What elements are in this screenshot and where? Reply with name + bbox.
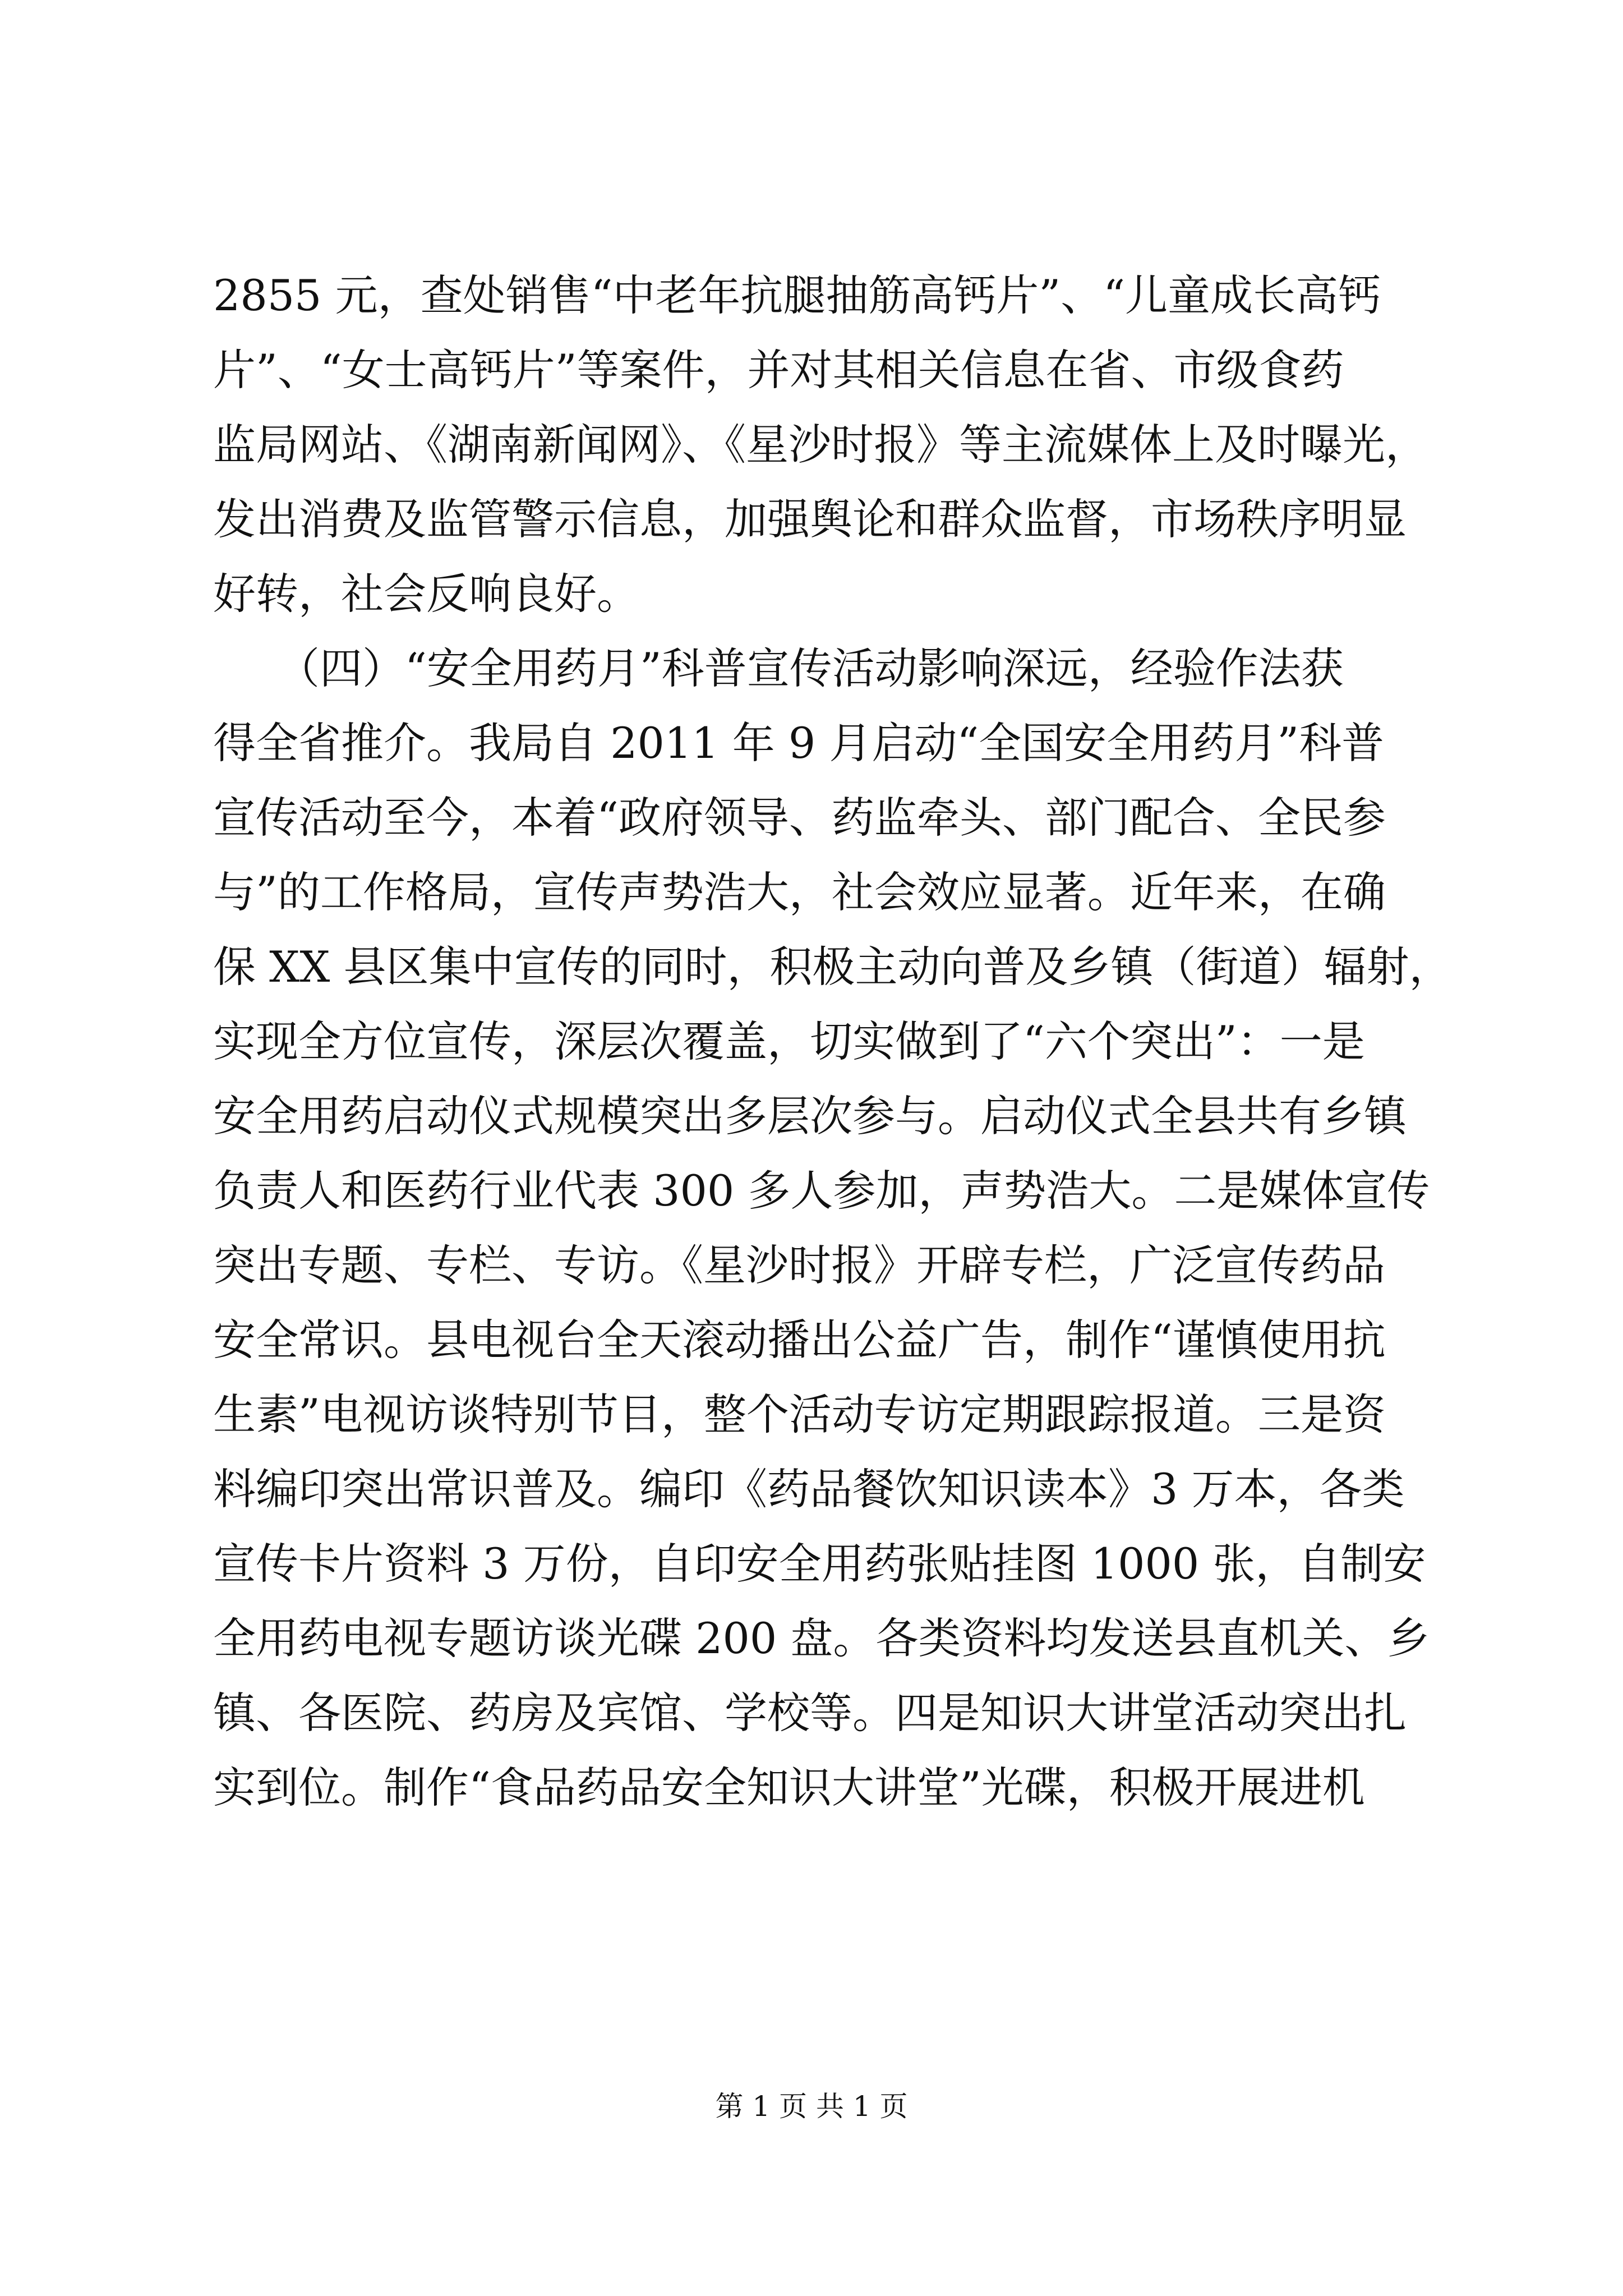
- text-line: 与”的工作格局，宣传声势浩大，社会效应显著。近年来，在确: [213, 867, 1386, 917]
- text-line: 得全省推介。我局自 2011 年 9 月启动“全国安全用药月”科普: [213, 718, 1385, 768]
- text-line: 保 XX 县区集中宣传的同时，积极主动向普及乡镇（街道）辐射，: [213, 942, 1452, 992]
- text-line: 监局网站、《湖南新闻网》、《星沙时报》等主流媒体上及时曝光，: [213, 420, 1428, 470]
- text-line: 好转，社会反响良好。: [213, 569, 639, 619]
- text-line: 宣传活动至今，本着“政府领导、药监牵头、部门配合、全民参: [213, 793, 1386, 843]
- text-line: 2855 元，查处销售“中老年抗腿抽筋高钙片”、“儿童成长高钙: [213, 270, 1381, 320]
- text-line: 料编印突出常识普及。编印《药品餐饮知识读本》3 万本，各类: [213, 1464, 1405, 1514]
- text-line: 发出消费及监管警示信息，加强舆论和群众监督，市场秩序明显: [213, 494, 1407, 544]
- text-line: 片”、“女士高钙片”等案件，并对其相关信息在省、市级食药: [213, 345, 1344, 395]
- text-line: 镇、各医院、药房及宾馆、学校等。四是知识大讲堂活动突出扎: [213, 1688, 1407, 1738]
- text-line: 全用药电视专题访谈光碟 200 盘。各类资料均发送县直机关、乡: [213, 1613, 1430, 1663]
- text-line: 实现全方位宣传，深层次覆盖，切实做到了“六个突出”：一是: [213, 1016, 1365, 1066]
- text-line: （四）“安全用药月”科普宣传活动影响深远，经验作法获: [213, 643, 1344, 693]
- page-footer: 第 1 页 共 1 页: [715, 2090, 908, 2123]
- text-line: 突出专题、专栏、专访。《星沙时报》开辟专栏，广泛宣传药品: [213, 1240, 1385, 1290]
- text-line: 负责人和医药行业代表 300 多人参加，声势浩大。二是媒体宣传: [213, 1166, 1430, 1216]
- text-line: 安全常识。县电视台全天滚动播出公益广告，制作“谨慎使用抗: [213, 1315, 1386, 1365]
- body-text: [213, 258, 1452, 1825]
- text-line: 生素”电视访谈特别节目，整个活动专访定期跟踪报道。三是资: [213, 1389, 1386, 1439]
- text-line: 安全用药启动仪式规模突出多层次参与。启动仪式全县共有乡镇: [213, 1091, 1407, 1141]
- text-line: 宣传卡片资料 3 万份，自印安全用药张贴挂图 1000 张，自制安: [213, 1539, 1426, 1589]
- text-line: 实到位。制作“食品药品安全知识大讲堂”光碟，积极开展进机: [213, 1763, 1365, 1812]
